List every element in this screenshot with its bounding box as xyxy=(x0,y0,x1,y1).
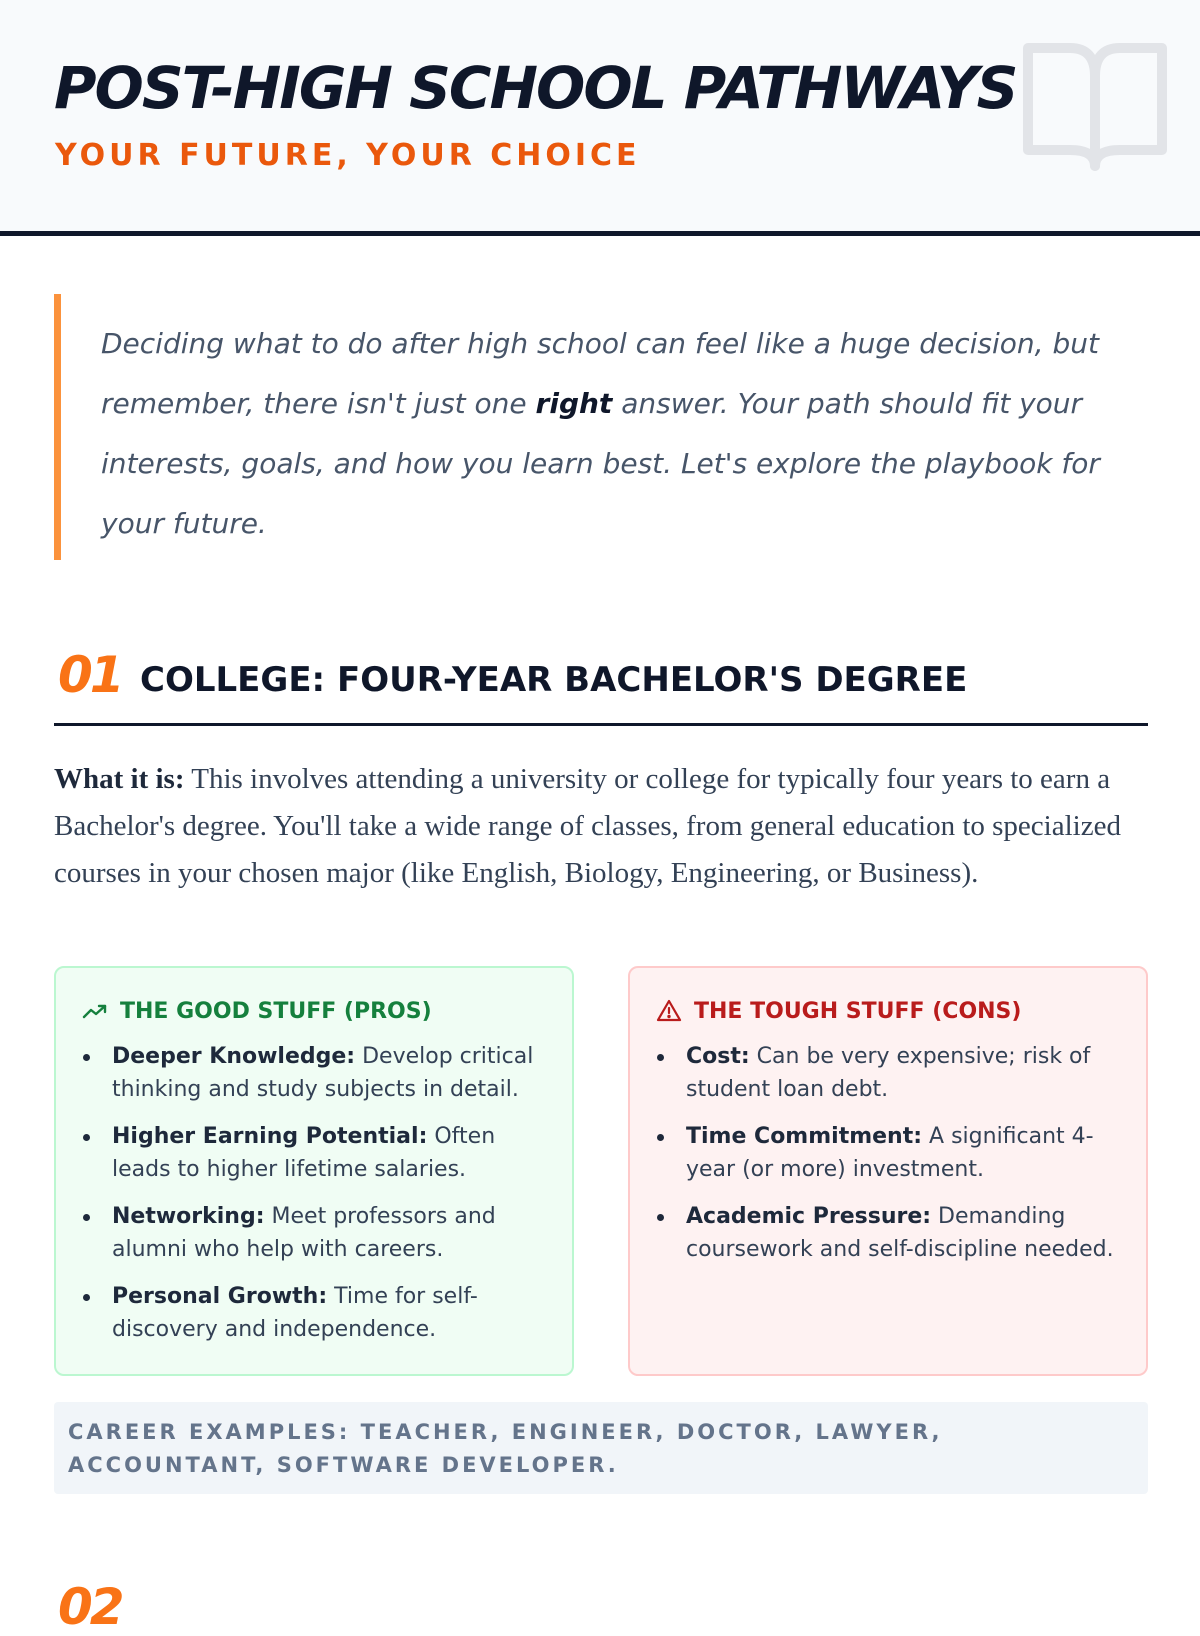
intro-callout xyxy=(54,294,1146,560)
intro-text-before: Deciding what to do after high school can feel like a huge decision, but remember, there isn't just one xyxy=(101,327,1099,420)
item-text: Meet professors and alumni who help with careers. xyxy=(112,1204,496,1262)
list-item xyxy=(82,1200,546,1266)
cons-card-title: THE TOUGH STUFF (CONS) xyxy=(694,998,1022,1024)
item-label: Academic Pressure: xyxy=(686,1204,932,1229)
intro-text-after: answer. Your path should fit your interests, goals, and how you learn best. Let's explore the playbook for your future. xyxy=(101,387,1100,540)
section-title: COLLEGE: FOUR-YEAR BACHELOR'S DEGREE xyxy=(140,660,968,700)
what-it-is-label: What it is: xyxy=(54,763,185,795)
item-text: A significant 4-year (or more) investment. xyxy=(686,1124,1094,1182)
item-label: Deeper Knowledge: xyxy=(112,1044,356,1069)
item-label: Cost: xyxy=(686,1044,750,1069)
intro-text xyxy=(101,314,1146,554)
book-open-icon xyxy=(1020,38,1170,176)
what-it-is-text: This involves attending a university or college for typically four years to earn a Bachelor's degree. You'll take a wide range of classes, from general education to specialized courses in your chosen major (like English, Biology, Engineering, or Business). xyxy=(54,763,1121,889)
pros-card-title: THE GOOD STUFF (PROS) xyxy=(120,998,432,1024)
intro-emphasis: right xyxy=(535,387,613,420)
cons-card-header xyxy=(656,994,1120,1028)
section-header-college xyxy=(54,646,1148,726)
item-label: Personal Growth: xyxy=(112,1284,328,1309)
pros-list xyxy=(82,1040,546,1346)
pros-card xyxy=(54,966,574,1376)
item-text: Time for self-discovery and independence. xyxy=(112,1284,478,1342)
trending-up-icon xyxy=(82,1001,108,1021)
cons-card xyxy=(628,966,1148,1376)
item-text: Demanding coursework and self-discipline needed. xyxy=(686,1204,1114,1262)
page-header xyxy=(0,0,1200,236)
item-text: Develop critical thinking and study subjects in detail. xyxy=(112,1044,534,1102)
list-item xyxy=(82,1280,546,1346)
list-item xyxy=(82,1040,546,1106)
pros-card-header xyxy=(82,994,546,1028)
list-item xyxy=(656,1120,1120,1186)
next-section-number: 02 xyxy=(58,1578,122,1636)
list-item xyxy=(656,1200,1120,1266)
career-examples: CAREER EXAMPLES: TEACHER, ENGINEER, DOCTOR, LAWYER, ACCOUNTANT, SOFTWARE DEVELOPER. xyxy=(54,1402,1148,1494)
item-label: Time Commitment: xyxy=(686,1124,923,1149)
page-title: POST-HIGH SCHOOL PATHWAYS xyxy=(54,54,1017,122)
list-item xyxy=(82,1120,546,1186)
what-it-is-paragraph xyxy=(54,756,1154,897)
item-text: Can be very expensive; risk of student loan debt. xyxy=(686,1044,1091,1102)
section-number: 01 xyxy=(58,646,122,704)
list-item xyxy=(656,1040,1120,1106)
warning-triangle-icon xyxy=(656,999,682,1023)
item-label: Networking: xyxy=(112,1204,265,1229)
page-subtitle: YOUR FUTURE, YOUR CHOICE xyxy=(55,138,641,173)
item-text: Often leads to higher lifetime salaries. xyxy=(112,1124,496,1182)
cons-list xyxy=(656,1040,1120,1266)
item-label: Higher Earning Potential: xyxy=(112,1124,428,1149)
